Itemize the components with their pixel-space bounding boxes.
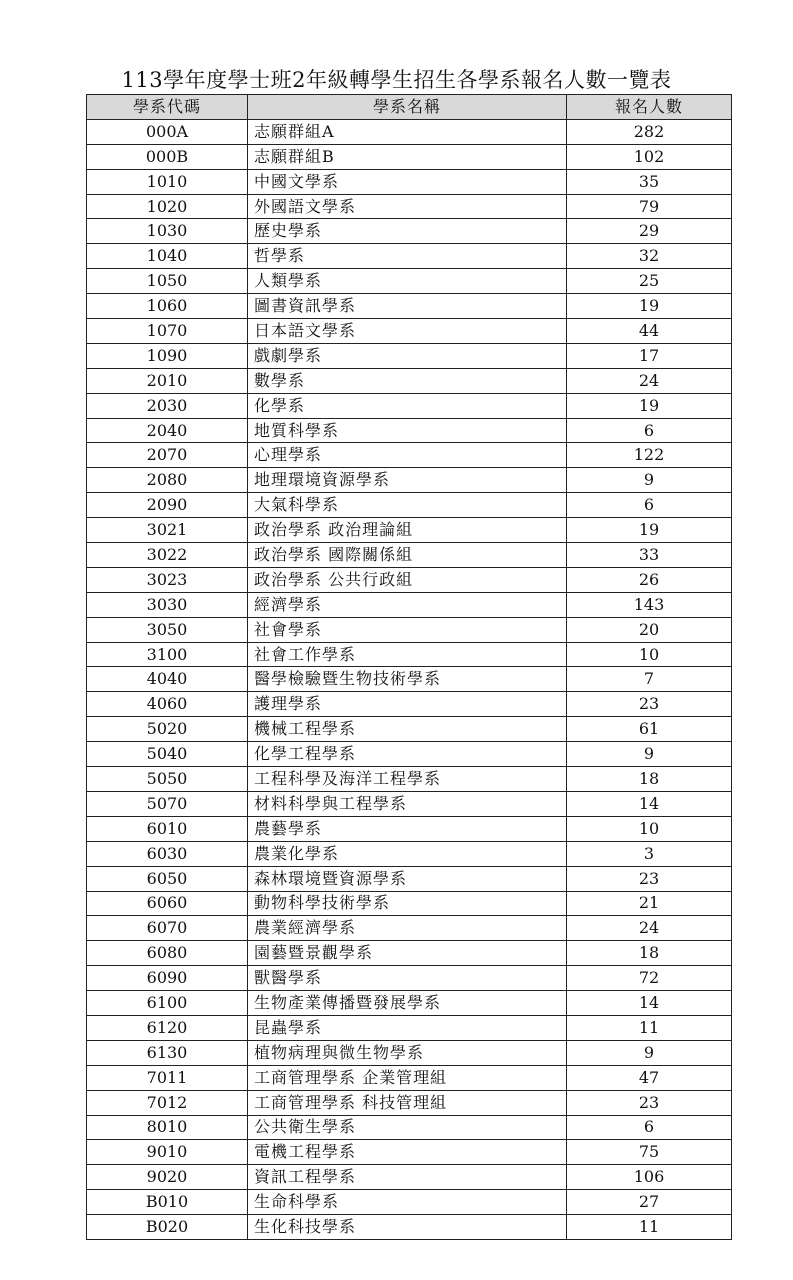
department-code-cell: 5050 [87, 767, 248, 792]
department-code-cell: 2080 [87, 468, 248, 493]
applicant-count-cell: 143 [567, 592, 732, 617]
department-name-cell: 動物科學技術學系 [248, 891, 567, 916]
department-name-cell: 電機工程學系 [248, 1140, 567, 1165]
department-code-cell: 6060 [87, 891, 248, 916]
department-name-cell: 工商管理學系 科技管理組 [248, 1090, 567, 1115]
department-code-cell: 6030 [87, 841, 248, 866]
applicant-count-cell: 44 [567, 319, 732, 344]
applicant-count-cell: 282 [567, 119, 732, 144]
department-code-cell: 2030 [87, 393, 248, 418]
department-code-cell: 1090 [87, 343, 248, 368]
department-code-cell: 3100 [87, 642, 248, 667]
department-code-cell: 000B [87, 144, 248, 169]
department-name-cell: 社會學系 [248, 617, 567, 642]
department-name-cell: 哲學系 [248, 244, 567, 269]
applicant-count-cell: 19 [567, 393, 732, 418]
table-row [87, 169, 732, 194]
table-body [87, 119, 732, 1239]
department-code-cell: 7012 [87, 1090, 248, 1115]
page-title: 113學年度學士班2年級轉學生招生各學系報名人數一覽表 [121, 68, 672, 92]
department-name-cell: 日本語文學系 [248, 319, 567, 344]
department-code-cell: 5040 [87, 742, 248, 767]
department-name-cell: 生命科學系 [248, 1190, 567, 1215]
table-row [87, 791, 732, 816]
table-row [87, 1165, 732, 1190]
applicant-count-cell: 11 [567, 1215, 732, 1240]
department-name-cell: 地質科學系 [248, 418, 567, 443]
table-row [87, 1115, 732, 1140]
applicant-count-cell: 25 [567, 269, 732, 294]
department-code-cell: B010 [87, 1190, 248, 1215]
applicant-count-cell: 9 [567, 742, 732, 767]
applicant-count-cell: 6 [567, 1115, 732, 1140]
table-row [87, 841, 732, 866]
applicant-count-cell: 26 [567, 567, 732, 592]
applicant-count-cell: 10 [567, 642, 732, 667]
department-code-cell: 2070 [87, 443, 248, 468]
department-code-cell: 4040 [87, 667, 248, 692]
department-code-cell: 3030 [87, 592, 248, 617]
department-code-cell: 6090 [87, 966, 248, 991]
department-name-cell: 政治學系 國際關係組 [248, 543, 567, 568]
department-code-cell: 3021 [87, 518, 248, 543]
table-row [87, 916, 732, 941]
table-row [87, 1140, 732, 1165]
applicant-count-cell: 6 [567, 493, 732, 518]
department-name-cell: 社會工作學系 [248, 642, 567, 667]
applicant-count-cell: 21 [567, 891, 732, 916]
department-name-cell: 醫學檢驗暨生物技術學系 [248, 667, 567, 692]
department-code-cell: 1040 [87, 244, 248, 269]
table-header-row [87, 95, 732, 120]
applicant-count-cell: 19 [567, 294, 732, 319]
department-code-cell: 1010 [87, 169, 248, 194]
applicant-count-cell: 33 [567, 543, 732, 568]
applicant-count-cell: 14 [567, 991, 732, 1016]
header-department-code: 學系代碼 [87, 95, 248, 120]
department-code-cell: 1050 [87, 269, 248, 294]
department-code-cell: 8010 [87, 1115, 248, 1140]
applicant-count-cell: 23 [567, 692, 732, 717]
applicant-count-cell: 9 [567, 1040, 732, 1065]
table-row [87, 1065, 732, 1090]
applicant-count-cell: 23 [567, 866, 732, 891]
table-row [87, 642, 732, 667]
applicant-count-cell: 3 [567, 841, 732, 866]
department-name-cell: 農業經濟學系 [248, 916, 567, 941]
department-code-cell: 1070 [87, 319, 248, 344]
department-code-cell: 6120 [87, 1015, 248, 1040]
department-name-cell: 資訊工程學系 [248, 1165, 567, 1190]
applicant-count-cell: 27 [567, 1190, 732, 1215]
table-row [87, 468, 732, 493]
table-row [87, 443, 732, 468]
department-name-cell: 生化科技學系 [248, 1215, 567, 1240]
table-row [87, 1015, 732, 1040]
department-name-cell: 森林環境暨資源學系 [248, 866, 567, 891]
table-row [87, 119, 732, 144]
table-row [87, 991, 732, 1016]
department-name-cell: 政治學系 公共行政組 [248, 567, 567, 592]
applicant-count-cell: 61 [567, 717, 732, 742]
registration-table [86, 94, 732, 1240]
table-row [87, 543, 732, 568]
department-code-cell: 1060 [87, 294, 248, 319]
department-name-cell: 生物產業傳播暨發展學系 [248, 991, 567, 1016]
department-code-cell: 6080 [87, 941, 248, 966]
applicant-count-cell: 79 [567, 194, 732, 219]
table-row [87, 692, 732, 717]
table-row [87, 1090, 732, 1115]
department-name-cell: 護理學系 [248, 692, 567, 717]
table-row [87, 368, 732, 393]
applicant-count-cell: 72 [567, 966, 732, 991]
applicant-count-cell: 35 [567, 169, 732, 194]
department-name-cell: 植物病理與微生物學系 [248, 1040, 567, 1065]
department-code-cell: 6070 [87, 916, 248, 941]
table-row [87, 742, 732, 767]
table-row [87, 418, 732, 443]
department-code-cell: 5020 [87, 717, 248, 742]
department-code-cell: 000A [87, 119, 248, 144]
table-row [87, 1190, 732, 1215]
department-name-cell: 心理學系 [248, 443, 567, 468]
applicant-count-cell: 47 [567, 1065, 732, 1090]
table-row [87, 617, 732, 642]
applicant-count-cell: 18 [567, 767, 732, 792]
department-name-cell: 農藝學系 [248, 816, 567, 841]
department-name-cell: 昆蟲學系 [248, 1015, 567, 1040]
department-name-cell: 政治學系 政治理論組 [248, 518, 567, 543]
department-name-cell: 農業化學系 [248, 841, 567, 866]
table-row [87, 891, 732, 916]
department-name-cell: 志願群組A [248, 119, 567, 144]
table-row [87, 244, 732, 269]
table-row [87, 493, 732, 518]
table-row [87, 269, 732, 294]
department-name-cell: 志願群組B [248, 144, 567, 169]
table-row [87, 319, 732, 344]
department-code-cell: 3022 [87, 543, 248, 568]
header-applicant-count: 報名人數 [567, 95, 732, 120]
department-name-cell: 中國文學系 [248, 169, 567, 194]
applicant-count-cell: 7 [567, 667, 732, 692]
department-code-cell: 1020 [87, 194, 248, 219]
department-name-cell: 歷史學系 [248, 219, 567, 244]
applicant-count-cell: 32 [567, 244, 732, 269]
department-code-cell: 6050 [87, 866, 248, 891]
department-name-cell: 外國語文學系 [248, 194, 567, 219]
applicant-count-cell: 29 [567, 219, 732, 244]
applicant-count-cell: 122 [567, 443, 732, 468]
applicant-count-cell: 102 [567, 144, 732, 169]
department-name-cell: 地理環境資源學系 [248, 468, 567, 493]
header-department-name: 學系名稱 [248, 95, 567, 120]
table-row [87, 941, 732, 966]
table-row [87, 816, 732, 841]
table-row [87, 966, 732, 991]
table-row [87, 592, 732, 617]
table-row [87, 144, 732, 169]
applicant-count-cell: 23 [567, 1090, 732, 1115]
department-code-cell: 1030 [87, 219, 248, 244]
table-row [87, 1040, 732, 1065]
table-row [87, 667, 732, 692]
department-name-cell: 戲劇學系 [248, 343, 567, 368]
department-name-cell: 獸醫學系 [248, 966, 567, 991]
department-name-cell: 數學系 [248, 368, 567, 393]
department-name-cell: 工商管理學系 企業管理組 [248, 1065, 567, 1090]
applicant-count-cell: 6 [567, 418, 732, 443]
table-row [87, 717, 732, 742]
department-code-cell: 2010 [87, 368, 248, 393]
department-code-cell: 6130 [87, 1040, 248, 1065]
department-code-cell: B020 [87, 1215, 248, 1240]
applicant-count-cell: 20 [567, 617, 732, 642]
table-row [87, 866, 732, 891]
department-name-cell: 公共衛生學系 [248, 1115, 567, 1140]
table-row [87, 767, 732, 792]
table-row [87, 294, 732, 319]
applicant-count-cell: 75 [567, 1140, 732, 1165]
department-name-cell: 圖書資訊學系 [248, 294, 567, 319]
department-code-cell: 6100 [87, 991, 248, 1016]
table-row [87, 567, 732, 592]
table-row [87, 1215, 732, 1240]
department-name-cell: 化學系 [248, 393, 567, 418]
department-name-cell: 人類學系 [248, 269, 567, 294]
department-code-cell: 2090 [87, 493, 248, 518]
table-row [87, 343, 732, 368]
department-name-cell: 園藝暨景觀學系 [248, 941, 567, 966]
department-name-cell: 化學工程學系 [248, 742, 567, 767]
department-code-cell: 7011 [87, 1065, 248, 1090]
department-code-cell: 5070 [87, 791, 248, 816]
department-name-cell: 工程科學及海洋工程學系 [248, 767, 567, 792]
applicant-count-cell: 11 [567, 1015, 732, 1040]
applicant-count-cell: 14 [567, 791, 732, 816]
table-row [87, 219, 732, 244]
table-row [87, 194, 732, 219]
department-name-cell: 材料科學與工程學系 [248, 791, 567, 816]
applicant-count-cell: 24 [567, 368, 732, 393]
department-code-cell: 9020 [87, 1165, 248, 1190]
applicant-count-cell: 17 [567, 343, 732, 368]
applicant-count-cell: 18 [567, 941, 732, 966]
department-name-cell: 大氣科學系 [248, 493, 567, 518]
department-code-cell: 2040 [87, 418, 248, 443]
applicant-count-cell: 106 [567, 1165, 732, 1190]
department-code-cell: 6010 [87, 816, 248, 841]
department-code-cell: 9010 [87, 1140, 248, 1165]
applicant-count-cell: 9 [567, 468, 732, 493]
table-row [87, 518, 732, 543]
department-code-cell: 4060 [87, 692, 248, 717]
department-name-cell: 機械工程學系 [248, 717, 567, 742]
table-row [87, 393, 732, 418]
applicant-count-cell: 24 [567, 916, 732, 941]
department-code-cell: 3023 [87, 567, 248, 592]
department-code-cell: 3050 [87, 617, 248, 642]
applicant-count-cell: 10 [567, 816, 732, 841]
department-name-cell: 經濟學系 [248, 592, 567, 617]
applicant-count-cell: 19 [567, 518, 732, 543]
